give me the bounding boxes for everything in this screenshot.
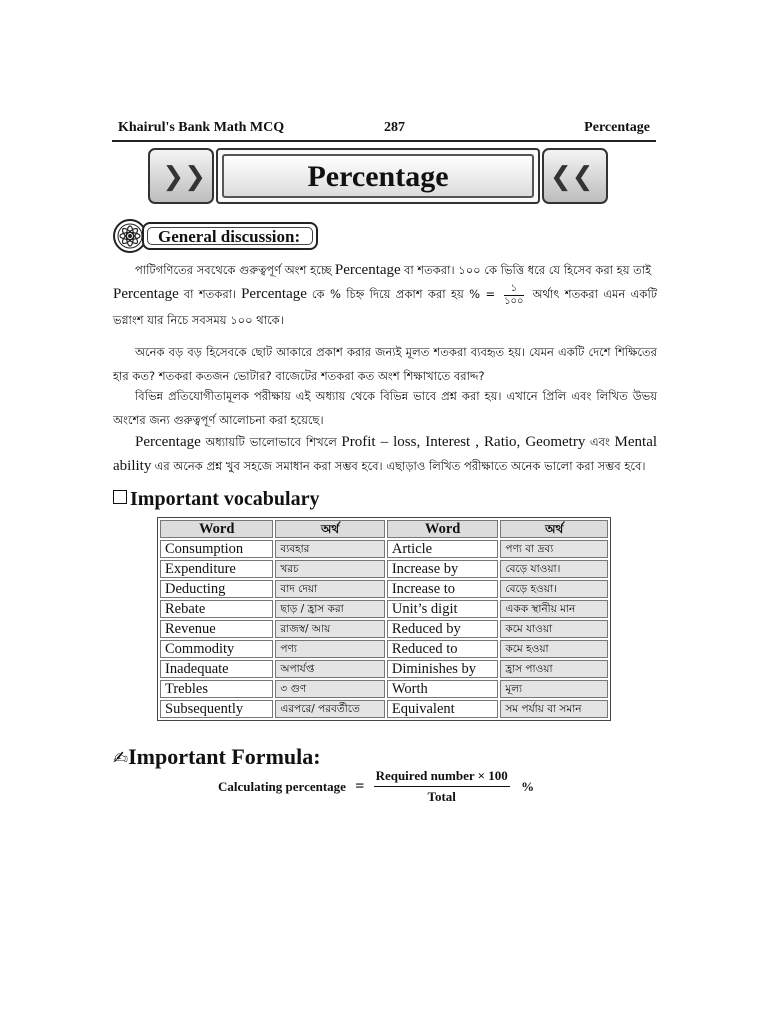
vocab-meaning: সম পর্যায় বা সমান <box>500 700 608 718</box>
chapter-banner <box>148 148 608 206</box>
paragraph-3: বিভিন্ন প্রতিযোগীতামূলক পরীক্ষায় এই অধ্যায় থেকে বিভিন্ন ভাবে প্রশ্ন করা হয়। এখানে প্রিলি এবং লিখিত উভয় অংশের জন্য গুরুত্বপূর্ণ আলোচনা করা হয়েছে। <box>113 389 657 427</box>
table-header-row <box>160 520 608 538</box>
table-row <box>160 680 608 698</box>
vocab-word: Increase by <box>387 560 499 578</box>
vocab-word: Consumption <box>160 540 273 558</box>
book-title: Khairul's Bank Math MCQ <box>118 120 285 135</box>
vocab-word: Subsequently <box>160 700 273 718</box>
vocab-word: Trebles <box>160 680 273 698</box>
pointing-hand-icon: ✍ <box>113 748 129 769</box>
table-row <box>160 600 608 618</box>
vocab-word: Reduced by <box>387 620 499 638</box>
column-header: Word <box>387 520 499 538</box>
table-row <box>160 620 608 638</box>
table-row <box>160 560 608 578</box>
vocab-word: Revenue <box>160 620 273 638</box>
vocab-word: Diminishes by <box>387 660 499 678</box>
heading-text: General discussion: <box>147 227 313 245</box>
percentage-formula <box>218 768 534 805</box>
banner-title-frame <box>216 148 540 204</box>
table-row <box>160 540 608 558</box>
vocab-meaning: ব্যবহার <box>275 540 384 558</box>
vocab-word: Inadequate <box>160 660 273 678</box>
paragraph-4: Percentage অধ্যায়টি ভালোভাবে শিখলে Profit – loss, Interest , Ratio, Geometry এবং Mental ability এর অনেক প্রশ্ন খুব সহজে সমাধান করা সম্ভব হবে। এছাড়াও লিখিত পরীক্ষাতে অনেক ভালো করা সম্ভব হবে। <box>113 434 658 474</box>
vocab-word: Rebate <box>160 600 273 618</box>
banner-left-arrows <box>148 148 214 204</box>
vocab-word: Deducting <box>160 580 273 598</box>
vocab-meaning: মূল্য <box>500 680 608 698</box>
vocab-meaning: খরচ <box>275 560 384 578</box>
vocab-meaning: হ্রাস পাওয়া <box>500 660 608 678</box>
vocab-meaning: ছাড় / হ্রাস করা <box>275 600 384 618</box>
table-row <box>160 580 608 598</box>
table-row <box>160 640 608 658</box>
table-row <box>160 700 608 718</box>
vocab-meaning: অপার্যপ্ত <box>275 660 384 678</box>
vocabulary-table <box>157 517 611 721</box>
chapter-name: Percentage <box>584 120 650 135</box>
paragraph-1: পাটিগণিতের সবথেকে গুরুত্বপূর্ণ অংশ হচ্ছে Percentage বা শতকরা। ১০০ কে ভিত্তি ধরে যে হিসেব করা হয় তাই Percentage বা শতকরা। Percentage কে % চিহ্ন দিয়ে প্রকাশ করা হয় % = $\frac{১}{১০০}$ অর্থাৎ শতকরা এমন একটি ভগ্নাংশ যার নিচে সবসময় ১০০ থাকে। <box>113 262 658 327</box>
vocab-meaning: এরপরে/ পরবর্তীতে <box>275 700 384 718</box>
vocab-meaning: বেড়ে যাওয়া। <box>500 560 608 578</box>
table-row <box>160 660 608 678</box>
banner-right-arrows <box>542 148 608 204</box>
equals-sign: = <box>355 777 365 795</box>
vocab-word: Reduced to <box>387 640 499 658</box>
vocab-meaning: পণ্য <box>275 640 384 658</box>
percent-sign: % <box>521 778 535 794</box>
fraction-one-over-hundred: $\frac{১}{১০০}$ <box>504 282 524 307</box>
chevron-left-icon: ❮❮ <box>550 162 594 192</box>
page-number: 287 <box>384 120 405 135</box>
formula-label: Calculating percentage <box>218 778 346 794</box>
vocab-meaning: বাদ দেয়া <box>275 580 384 598</box>
column-header: Word <box>160 520 273 538</box>
column-header: অর্থ <box>500 520 608 538</box>
vocab-word: Unit’s digit <box>387 600 499 618</box>
chapter-title: Percentage <box>222 154 534 198</box>
vocab-meaning: ৩ গুণ <box>275 680 384 698</box>
vocab-meaning: রাজস্ব/ আয় <box>275 620 384 638</box>
page-header <box>112 118 656 142</box>
general-discussion-heading <box>112 218 322 254</box>
vocab-word: Equivalent <box>387 700 499 718</box>
vocab-meaning: বেড়ে হওয়া। <box>500 580 608 598</box>
formula-heading: ✍Important Formula: <box>113 744 321 769</box>
vocab-meaning: কমে যাওয়া <box>500 620 608 638</box>
vocab-word: Article <box>387 540 499 558</box>
vocab-word: Commodity <box>160 640 273 658</box>
vocab-meaning: একক স্থানীয় মান <box>500 600 608 618</box>
vocabulary-heading: Important vocabulary <box>113 488 319 511</box>
vocab-meaning: কমে হওয়া <box>500 640 608 658</box>
heading-box <box>142 222 318 250</box>
vocab-word: Expenditure <box>160 560 273 578</box>
vocab-word: Increase to <box>387 580 499 598</box>
paragraph-2: অনেক বড় বড় হিসেবকে ছোট আকারে প্রকাশ করার জন্যই মূলত শতকরা ব্যবহৃত হয়। যেমন একটি দেশে শিক্ষিতের হার কত? শতকরা কতজন ভোটার? বাজেটের শতকরা কত অংশ শিক্ষাখাতে বরাদ্দ? <box>113 345 657 383</box>
column-header: অর্থ <box>275 520 384 538</box>
formula-numerator: Required number × 100 <box>374 768 510 787</box>
vocab-word: Worth <box>387 680 499 698</box>
formula-denominator: Total <box>427 789 456 804</box>
formula-fraction <box>374 768 510 805</box>
vocab-meaning: পণ্য বা দ্রব্য <box>500 540 608 558</box>
chevron-right-icon: ❯❯ <box>162 162 206 192</box>
checkbox-icon <box>113 490 127 504</box>
